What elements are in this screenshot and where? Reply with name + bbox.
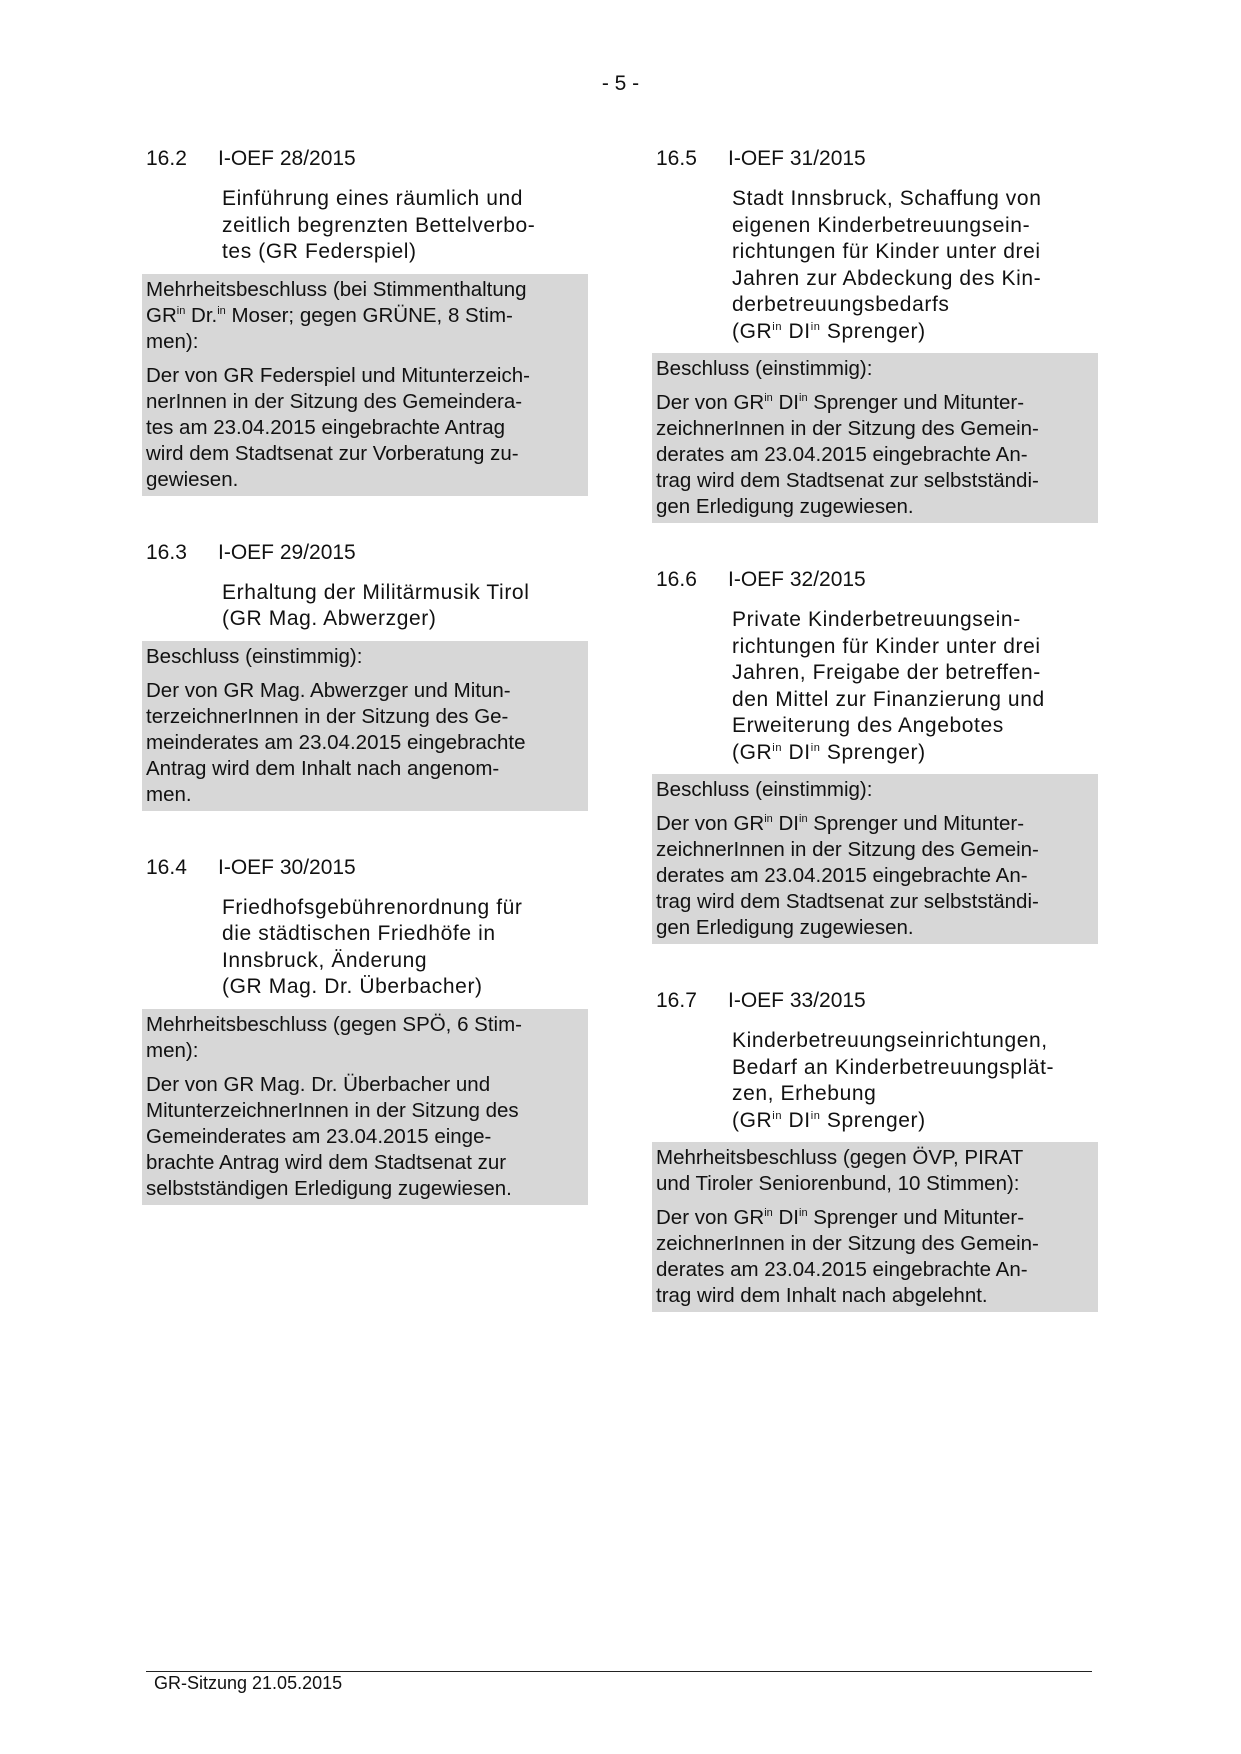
resolution-line: Beschluss (einstimmig): xyxy=(656,778,873,801)
agenda-item-subject xyxy=(732,607,1094,766)
subject-line: Kinderbetreuungseinrichtungen, xyxy=(732,1029,1048,1052)
decision-line: gewiesen. xyxy=(146,467,239,491)
resolution-line: $GR^{in}$ Dr.$^{in}$ Moser; gegen GRÜNE, 8 Stim- xyxy=(146,303,513,327)
page-number: - 5 - xyxy=(601,72,640,95)
decision-line: derates am 23.04.2015 eingebrachte An- xyxy=(656,1258,1028,1281)
agenda-item-number: 16.2 xyxy=(146,147,187,170)
subject-line: den Mittel zur Finanzierung und xyxy=(732,687,1045,711)
decision-line: brachte Antrag wird dem Stadtsenat zur xyxy=(146,1150,507,1174)
subject-line: ($GR^{in}$ $DI^{in}$ Sprenger) xyxy=(732,740,926,764)
agenda-item-subject xyxy=(222,186,584,266)
decision-text xyxy=(146,678,584,808)
resolution-type xyxy=(146,644,584,670)
resolution-type xyxy=(146,1012,584,1064)
subject-line: richtungen für Kinder unter drei xyxy=(732,634,1041,658)
decision-line: Der von $GR^{in}$ $DI^{in}$ Sprenger und Mitunter- xyxy=(656,391,1025,414)
decision-text xyxy=(656,390,1094,520)
agenda-item-subject xyxy=(222,895,584,1001)
agenda-item-number: 16.3 xyxy=(146,540,187,564)
agenda-item-reference: I-OEF 31/2015 xyxy=(728,147,866,170)
footer-text: GR-Sitzung 21.05.2015 xyxy=(154,1673,343,1693)
agenda-item-heading xyxy=(656,988,1102,1014)
decision-line: gen Erledigung zugewiesen. xyxy=(656,495,914,518)
left-column xyxy=(146,146,592,1205)
decision-line: terzeichnerInnen in der Sitzung des Ge- xyxy=(146,704,509,728)
decision-line: selbstständigen Erledigung zugewiesen. xyxy=(146,1176,512,1200)
decision-line: Der von GR Mag. Abwerzger und Mitun- xyxy=(146,678,511,702)
agenda-item xyxy=(146,146,592,496)
decision-line: Antrag wird dem Inhalt nach angenom- xyxy=(146,756,500,780)
decision-line: Gemeinderates am 23.04.2015 einge- xyxy=(146,1124,492,1148)
decision-line: trag wird dem Inhalt nach abgelehnt. xyxy=(656,1284,988,1307)
subject-line: Bedarf an Kinderbetreuungsplät- xyxy=(732,1055,1055,1079)
agenda-item-heading xyxy=(146,146,592,172)
resolution-type xyxy=(656,1145,1094,1197)
subject-line: Jahren zur Abdeckung des Kin- xyxy=(732,266,1042,290)
right-column xyxy=(656,146,1102,1312)
subject-line: Friedhofsgebührenordnung für xyxy=(222,895,523,919)
subject-line: richtungen für Kinder unter drei xyxy=(732,240,1041,263)
agenda-item xyxy=(656,988,1102,1312)
decision-line: MitunterzeichnerInnen in der Sitzung des xyxy=(146,1098,519,1122)
resolution-type xyxy=(656,356,1094,382)
agenda-item-reference: I-OEF 29/2015 xyxy=(218,540,356,564)
agenda-item-number: 16.7 xyxy=(656,989,697,1012)
decision-line: nerInnen in der Sitzung des Gemeindera- xyxy=(146,389,523,413)
decision-box xyxy=(652,774,1098,944)
resolution-line: men): xyxy=(146,329,199,353)
subject-line: (GR Mag. Dr. Überbacher) xyxy=(222,975,483,998)
decision-line: men. xyxy=(146,782,192,806)
subject-line: Einführung eines räumlich und xyxy=(222,187,524,210)
agenda-item xyxy=(146,855,592,1205)
subject-line: Innsbruck, Änderung xyxy=(222,948,428,972)
agenda-item-subject xyxy=(222,580,584,633)
subject-line: zen, Erhebung xyxy=(732,1082,877,1105)
agenda-item-heading xyxy=(656,146,1102,172)
resolution-line: Mehrheitsbeschluss (bei Stimmenthaltung xyxy=(146,277,527,301)
decision-line: derates am 23.04.2015 eingebrachte An- xyxy=(656,864,1028,887)
decision-line: trag wird dem Stadtsenat zur selbstständi- xyxy=(656,890,1039,913)
agenda-item xyxy=(656,146,1102,523)
decision-line: Der von GR Federspiel und Mitunterzeich- xyxy=(146,363,530,387)
decision-text xyxy=(656,811,1094,941)
subject-line: Jahren, Freigabe der betreffen- xyxy=(732,661,1041,684)
decision-text xyxy=(146,363,584,493)
resolution-line: Mehrheitsbeschluss (gegen ÖVP, PIRAT xyxy=(656,1146,1024,1169)
subject-line: ($GR^{in}$ $DI^{in}$ Sprenger) xyxy=(732,319,926,343)
agenda-item-reference: I-OEF 32/2015 xyxy=(728,568,866,591)
decision-line: trag wird dem Stadtsenat zur selbstständi- xyxy=(656,469,1039,492)
agenda-item-subject xyxy=(732,186,1094,345)
subject-line: tes (GR Federspiel) xyxy=(222,240,417,263)
resolution-line: und Tiroler Seniorenbund, 10 Stimmen): xyxy=(656,1172,1020,1195)
subject-line: zeitlich begrenzten Bettelverbo- xyxy=(222,213,536,237)
decision-line: derates am 23.04.2015 eingebrachte An- xyxy=(656,443,1028,466)
agenda-item xyxy=(656,567,1102,944)
decision-line: wird dem Stadtsenat zur Vorberatung zu- xyxy=(146,441,519,465)
decision-box xyxy=(142,641,588,811)
subject-line: Stadt Innsbruck, Schaffung von xyxy=(732,187,1042,210)
agenda-item-reference: I-OEF 30/2015 xyxy=(218,855,356,879)
decision-box xyxy=(652,353,1098,523)
decision-line: meinderates am 23.04.2015 eingebrachte xyxy=(146,730,526,754)
subject-line: Erhaltung der Militärmusik Tirol xyxy=(222,580,530,604)
resolution-line: Mehrheitsbeschluss (gegen SPÖ, 6 Stim- xyxy=(146,1012,522,1036)
subject-line: derbetreuungsbedarfs xyxy=(732,293,950,316)
decision-line: Der von GR Mag. Dr. Überbacher und xyxy=(146,1072,491,1096)
agenda-item-heading xyxy=(656,567,1102,593)
agenda-item xyxy=(146,540,592,811)
footer-divider xyxy=(146,1671,1092,1672)
decision-line: tes am 23.04.2015 eingebrachte Antrag xyxy=(146,415,506,439)
subject-line: ($GR^{in}$ $DI^{in}$ Sprenger) xyxy=(732,1108,926,1132)
decision-box xyxy=(652,1142,1098,1312)
agenda-item-number: 16.4 xyxy=(146,855,187,879)
decision-text xyxy=(146,1072,584,1202)
decision-box xyxy=(142,274,588,496)
agenda-item-number: 16.5 xyxy=(656,147,697,170)
agenda-item-heading xyxy=(146,540,592,566)
decision-line: zeichnerInnen in der Sitzung des Gemein- xyxy=(656,417,1039,440)
resolution-type xyxy=(656,777,1094,803)
subject-line: Private Kinderbetreuungsein- xyxy=(732,608,1021,631)
agenda-item-reference: I-OEF 28/2015 xyxy=(218,147,356,170)
decision-line: gen Erledigung zugewiesen. xyxy=(656,916,914,939)
resolution-line: Beschluss (einstimmig): xyxy=(656,357,873,380)
resolution-type xyxy=(146,277,584,355)
decision-text xyxy=(656,1205,1094,1309)
subject-line: Erweiterung des Angebotes xyxy=(732,714,1004,737)
decision-line: Der von $GR^{in}$ $DI^{in}$ Sprenger und Mitunter- xyxy=(656,812,1025,835)
agenda-item-heading xyxy=(146,855,592,881)
decision-line: Der von $GR^{in}$ $DI^{in}$ Sprenger und Mitunter- xyxy=(656,1206,1025,1229)
subject-line: die städtischen Friedhöfe in xyxy=(222,922,496,945)
decision-line: zeichnerInnen in der Sitzung des Gemein- xyxy=(656,838,1039,861)
decision-box xyxy=(142,1009,588,1205)
subject-line: eigenen Kinderbetreuungsein- xyxy=(732,213,1031,237)
agenda-item-subject xyxy=(732,1028,1094,1134)
decision-line: zeichnerInnen in der Sitzung des Gemein- xyxy=(656,1232,1039,1255)
agenda-item-number: 16.6 xyxy=(656,568,697,591)
resolution-line: Beschluss (einstimmig): xyxy=(146,644,363,668)
subject-line: (GR Mag. Abwerzger) xyxy=(222,607,437,630)
agenda-item-reference: I-OEF 33/2015 xyxy=(728,989,866,1012)
resolution-line: men): xyxy=(146,1038,199,1062)
